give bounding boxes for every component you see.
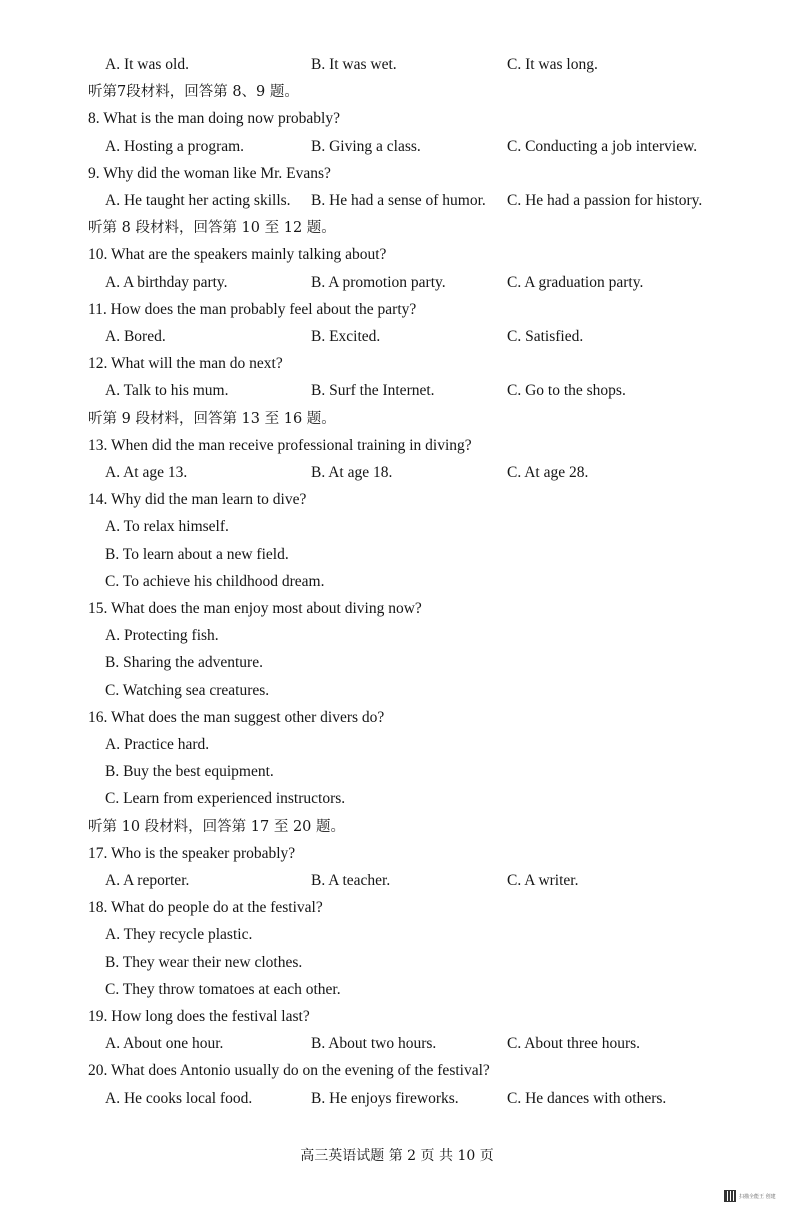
option-a: A. It was old. xyxy=(105,56,189,73)
option-b: B. A promotion party. xyxy=(311,273,446,291)
option-b: B. He enjoys fireworks. xyxy=(311,1089,459,1107)
option-line xyxy=(0,979,794,1006)
question-text: 15. What does the man enjoy most about diving now? xyxy=(88,600,422,617)
question-line xyxy=(0,299,794,326)
option-b: B. Giving a class. xyxy=(311,137,421,155)
option-c: C. He dances with others. xyxy=(507,1089,667,1107)
question-line xyxy=(0,598,794,625)
option-text: C. Learn from experienced instructors. xyxy=(105,790,346,808)
question-text: 14. Why did the man learn to dive? xyxy=(88,491,307,509)
option-line xyxy=(0,952,794,979)
question-text: 11. How does the man probably feel about the party? xyxy=(88,300,417,318)
section-text: 听第 9 段材料，回答第 13 至 16 题。 xyxy=(88,410,336,427)
question-text: 17. Who is the speaker probably? xyxy=(88,844,296,862)
question-line xyxy=(0,897,794,924)
question-text: 12. What will the man do next? xyxy=(88,355,283,373)
option-text: B. Sharing the adventure. xyxy=(105,654,263,672)
question-line xyxy=(0,489,794,516)
question-line xyxy=(0,707,794,734)
option-c: C. He had a passion for history. xyxy=(507,192,703,209)
option-a: A. He taught her acting skills. xyxy=(105,192,291,209)
question-line xyxy=(0,244,794,271)
section-text: 听第 8 段材料，回答第 10 至 12 题。 xyxy=(88,220,336,237)
options-row xyxy=(0,190,794,217)
option-line xyxy=(0,924,794,951)
option-b: B. He had a sense of humor. xyxy=(311,192,486,209)
question-text: 18. What do people do at the festival? xyxy=(88,899,323,917)
option-line xyxy=(0,680,794,707)
question-text: 16. What does the man suggest other divers do? xyxy=(88,708,385,726)
options-row xyxy=(0,1088,794,1115)
option-line xyxy=(0,571,794,598)
question-text: 13. When did the man receive professional training in diving? xyxy=(88,436,472,454)
option-c: C. A writer. xyxy=(507,872,579,889)
options-row xyxy=(0,1033,794,1060)
options-row xyxy=(0,54,794,81)
question-text: 8. What is the man doing now probably? xyxy=(88,110,340,128)
option-a: A. Bored. xyxy=(105,328,166,345)
option-c: C. Go to the shops. xyxy=(507,382,626,400)
option-c: C. Conducting a job interview. xyxy=(507,137,698,155)
option-b: B. A teacher. xyxy=(311,872,391,889)
options-row xyxy=(0,272,794,299)
option-line xyxy=(0,652,794,679)
option-line xyxy=(0,544,794,571)
option-b: B. At age 18. xyxy=(311,464,393,481)
option-line xyxy=(0,734,794,761)
option-c: C. At age 28. xyxy=(507,464,589,481)
option-text: B. They wear their new clothes. xyxy=(105,953,303,971)
qr-code-icon xyxy=(724,1190,736,1202)
option-text: C. Watching sea creatures. xyxy=(105,681,270,699)
option-c: C. A graduation party. xyxy=(507,273,644,291)
option-text: C. To achieve his childhood dream. xyxy=(105,572,325,590)
question-line xyxy=(0,353,794,380)
option-line xyxy=(0,788,794,815)
option-line xyxy=(0,761,794,788)
section-heading xyxy=(0,81,794,108)
option-text: C. They throw tomatoes at each other. xyxy=(105,980,341,998)
option-text: A. They recycle plastic. xyxy=(105,926,253,944)
section-heading xyxy=(0,408,794,435)
option-text: A. Protecting fish. xyxy=(105,627,219,645)
question-text: 9. Why did the woman like Mr. Evans? xyxy=(88,164,331,182)
option-text: B. To learn about a new field. xyxy=(105,545,289,563)
option-text: B. Buy the best equipment. xyxy=(105,763,274,781)
option-b: B. Excited. xyxy=(311,328,381,345)
options-row xyxy=(0,870,794,897)
section-text: 听第 10 段材料，回答第 17 至 20 题。 xyxy=(88,818,346,835)
section-heading xyxy=(0,217,794,244)
option-b: B. It was wet. xyxy=(311,56,397,73)
options-row xyxy=(0,462,794,489)
option-text: A. Practice hard. xyxy=(105,736,210,753)
option-c: C. About three hours. xyxy=(507,1035,641,1053)
option-text: A. To relax himself. xyxy=(105,518,229,536)
page-footer: 高三英语试题 第 2 页 共 10 页 xyxy=(300,1148,494,1164)
question-line xyxy=(0,108,794,135)
option-a: A. At age 13. xyxy=(105,464,188,481)
section-text: 听第7段材料，回答第 8、9 题。 xyxy=(88,84,299,101)
option-a: A. Talk to his mum. xyxy=(105,382,229,400)
option-a: A. He cooks local food. xyxy=(105,1089,253,1107)
options-row xyxy=(0,136,794,163)
scanner-stamp xyxy=(724,1190,776,1202)
question-line xyxy=(0,1006,794,1033)
scanner-stamp-text: 扫描全能王 创建 xyxy=(739,1193,776,1200)
option-a: A. A reporter. xyxy=(105,872,190,889)
option-b: B. About two hours. xyxy=(311,1035,437,1053)
options-row xyxy=(0,380,794,407)
question-line xyxy=(0,1060,794,1087)
option-a: A. About one hour. xyxy=(105,1035,224,1053)
question-line xyxy=(0,843,794,870)
option-c: C. Satisfied. xyxy=(507,328,584,345)
question-line xyxy=(0,435,794,462)
option-b: B. Surf the Internet. xyxy=(311,382,435,400)
question-line xyxy=(0,163,794,190)
option-a: A. Hosting a program. xyxy=(105,137,245,155)
option-line xyxy=(0,625,794,652)
option-c: C. It was long. xyxy=(507,56,598,73)
question-text: 19. How long does the festival last? xyxy=(88,1008,310,1025)
option-line xyxy=(0,516,794,543)
section-heading xyxy=(0,816,794,843)
question-text: 10. What are the speakers mainly talking about? xyxy=(88,246,387,264)
options-row xyxy=(0,326,794,353)
option-a: A. A birthday party. xyxy=(105,273,228,291)
question-text: 20. What does Antonio usually do on the evening of the festival? xyxy=(88,1062,490,1080)
